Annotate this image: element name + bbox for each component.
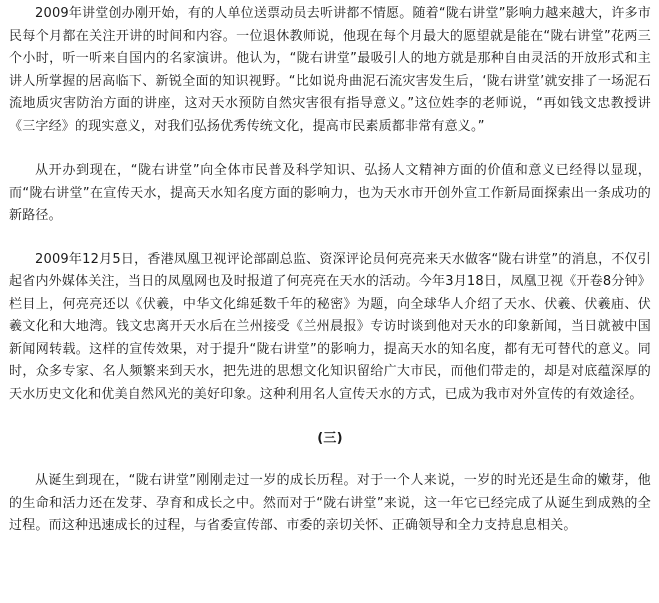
- section-heading: (三): [317, 431, 343, 446]
- paragraph-media-coverage: 2009年12月5日，香港凤凰卫视评论部副总监、资深评论员何亮亮来天水做客“陇右讲堂”的消息，不仅引起省内外媒体关注，当日的凤凰网也及时报道了何亮亮在天水的活动。今年3月18日，凤凰卫视《开卷8分钟》栏目上，何亮亮还以《伏羲，中华文化绵延数千年的秘密》为题，向全球华人介绍了天水、伏羲、伏羲庙、伏羲文化和大地湾。钱文忠离开天水后在兰州接受《兰州晨报》专访时谈到他对天水的印象新闻，当日就被中国新闻网转载。这样的宣传效果，对于提升“陇右讲堂”的影响力，提高天水的知名度，都有无可替代的意义。同时，众多专家、名人频繁来到天水，把先进的思想文化知识留给广大市民，而他们带走的，却是对底蕴深厚的天水历史文化和优美自然风光的美好印象。这种利用名人宣传天水的方式，已成为我市对外宣传的有效途径。: [9, 251, 651, 402]
- paragraph-value-and-influence: 从开办到现在，“陇右讲堂”向全体市民普及科学知识、弘扬人文精神方面的价值和意义已经得以显现，而“陇右讲堂”在宣传天水，提高天水知名度方面的影响力，也为天水市开创外宣工作新局面探索出一条成功的新路径。: [9, 163, 651, 223]
- paragraph-early-days: 2009年讲堂创办刚开始，有的人单位送票动员去听讲都不情愿。随着“陇右讲堂”影响力越来越大，许多市民每个月都在关注开讲的时间和内容。一位退休教师说，他现在每个月最大的愿望就是能在“陇右讲堂”花两三个小时，听一听来自国内的名家演讲。他认为，“陇右讲堂”最吸引人的地方就是那种自由灵活的开放形式和主讲人所掌握的居高临下、新锐全面的知识视野。“比如说舟曲泥石流灾害发生后，‘陇右讲堂’就安排了一场泥石流地质灾害防治方面的讲座，这对天水预防自然灾害很有指导意义。”这位姓李的老师说，“再如钱文忠教授讲《三字经》的现实意义，对我们弘扬优秀传统文化，提高市民素质都非常有意义。”: [9, 6, 651, 134]
- paragraph-growth: 从诞生到现在，“陇右讲堂”刚刚走过一岁的成长历程。对于一个人来说，一岁的时光还是生命的嫩芽，他的生命和活力还在发芽、孕育和成长之中。然而对于“陇右讲堂”来说，这一年它已经完成了从诞生到成熟的全过程。而这种迅速成长的过程，与省委宣传部、市委的亲切关怀、正确领导和全力支持息息相关。: [9, 473, 651, 533]
